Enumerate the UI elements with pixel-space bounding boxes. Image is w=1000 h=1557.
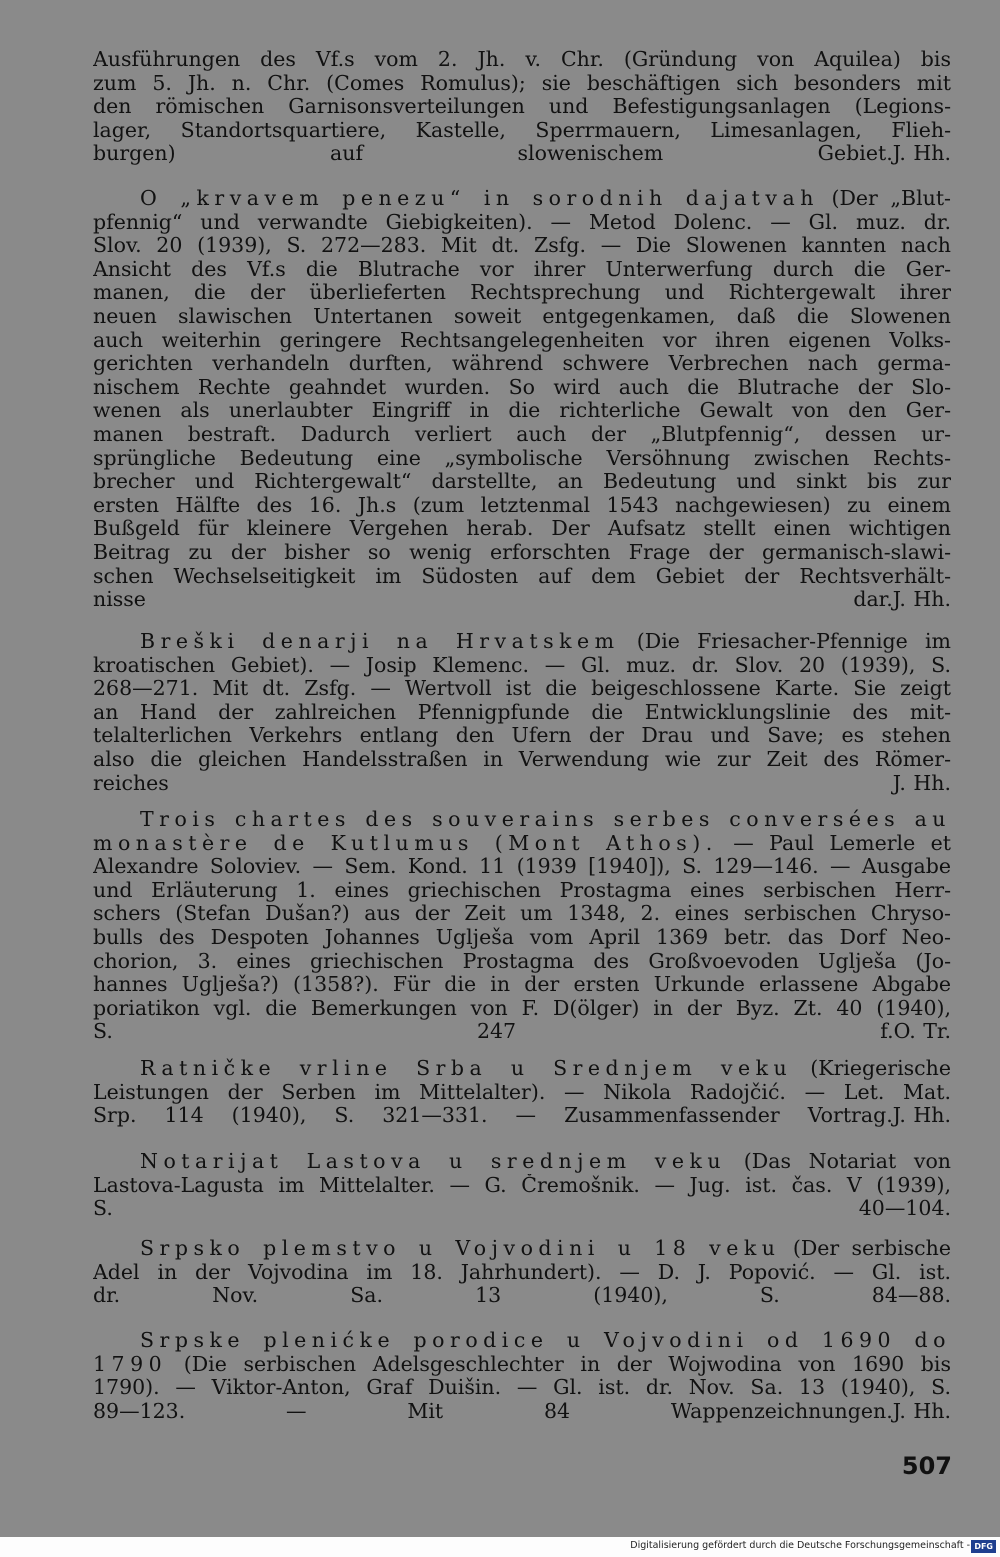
entry-title-line — [93, 1237, 951, 1261]
entry-text-line: also die gleichen Handelsstraßen in Verwendung wie zur Zeit des Römer- — [93, 747, 951, 771]
entry-text-line: schen Wechselseitigkeit im Südosten auf dem Gebiet der Rechtsverhält- — [93, 564, 951, 588]
entry-last-line — [93, 772, 951, 796]
reviewer-signature: J. Hh. — [892, 588, 951, 612]
reviewer-signature: O. Tr. — [893, 1020, 951, 1044]
entry-text-line: Adel in der Vojvodina im 18. Jahrhundert). — D. J. Popović. — Gl. ist. — [93, 1260, 951, 1284]
entry-text-line: Alexandre Soloviev. — Sem. Kond. 11 (1939 [1940]), S. 129—146. — Ausgabe — [93, 855, 951, 879]
entry-text: S. 40—104. — [93, 1197, 951, 1221]
entry-text: reiches — [93, 771, 169, 795]
entry-title: Ratničke vrline Srba u Srednjem veku — [140, 1057, 793, 1080]
entry-text: (Der „Blut- — [818, 187, 951, 210]
entry-text-line: Beitrag zu der bisher so wenig erforschten Frage der germanisch-slawi- — [93, 540, 951, 564]
entry-text-line: hannes Uglješa?) (1358?). Für die in der ersten Urkunde erlassene Abgabe — [93, 973, 951, 997]
entry-text-line: 1790). — Viktor-Anton, Graf Duišin. — Gl. ist. dr. Nov. Sa. 13 (1940), S. — [93, 1376, 951, 1400]
entry-text: (Der serbische — [780, 1237, 951, 1260]
entry-text-line: zum 5. Jh. n. Chr. (Comes Romulus); sie beschäftigen sich besonders mit — [93, 71, 951, 95]
digitization-footer — [0, 1537, 1000, 1557]
entry-title-line — [93, 832, 951, 856]
bibliography-entry — [93, 1329, 951, 1423]
entry-last-line — [93, 1400, 951, 1424]
entry-text: (Die serbischen Adelsgeschlechter in der Wojwodina von 1690 bis — [167, 1352, 951, 1376]
reviewer-signature: J. Hh. — [892, 1399, 951, 1423]
entry-text: (Die Friesacher-Pfennige im — [619, 630, 951, 653]
entry-last-line — [93, 142, 951, 166]
entry-text-line: gerichten verhandeln durften, während schwere Verbrechen nach germa- — [93, 352, 951, 376]
entry-text-line: an Hand der zahlreichen Pfennigpfunde die Entwicklungslinie des mit- — [93, 700, 951, 724]
bibliography-entry — [93, 1057, 951, 1128]
bibliography-entry — [93, 1237, 951, 1308]
entry-text-line: Slov. 20 (1939), S. 272—283. Mit dt. Zsfg. — Die Slowenen kannten nach — [93, 234, 951, 258]
entry-text-line: wenen als unerlaubter Eingriff in die richterliche Gewalt von den Ger- — [93, 399, 951, 423]
footer-credit: Digitalisierung gefördert durch die Deutsche Forschungsgemeinschaft - — [630, 1540, 970, 1551]
entry-text-line: chorion, 3. eines griechischen Prostagma des Großvoevoden Uglješa (Jo- — [93, 949, 951, 973]
entry-text-line: Leistungen der Serben im Mittelalter). — Nikola Radojčić. — Let. Mat. — [93, 1080, 951, 1104]
entry-last-line — [93, 1020, 951, 1044]
entry-text: (Kriegerische — [792, 1057, 951, 1080]
entry-text-line: bulls des Despoten Johannes Uglješa vom April 1369 betr. das Dorf Neo- — [93, 925, 951, 949]
entry-text: (Das Notariat von — [726, 1150, 951, 1173]
entry-title-line — [93, 1150, 951, 1174]
entry-text-line: telalterlichen Verkehrs entlang den Ufern der Drau und Save; es stehen — [93, 724, 951, 748]
entry-title-line — [93, 1057, 951, 1081]
entry-title-line — [93, 187, 951, 211]
entry-text-line: kroatischen Gebiet). — Josip Klemenc. — Gl. muz. dr. Slov. 20 (1939), S. — [93, 653, 951, 677]
entry-text-line: schers (Stefan Dušan?) aus der Zeit um 1348, 2. eines serbischen Chryso- — [93, 902, 951, 926]
reviewer-signature: J. Hh. — [892, 142, 951, 166]
entry-text-line: manen, die der überlieferten Rechtsprechung und Richtergewalt ihrer — [93, 281, 951, 305]
entry-title: Notarijat Lastova u srednjem veku — [140, 1150, 727, 1173]
entry-title: 1790 — [93, 1352, 168, 1376]
entry-text-line: poriatikon vgl. die Bemerkungen von F. D(ölger) in der Byz. Zt. 40 (1940), — [93, 996, 951, 1020]
entry-text-line: sprüngliche Bedeutung eine „symbolische Versöhnung zwischen Rechts- — [93, 446, 951, 470]
entry-text: — Paul Lemerle et — [717, 831, 951, 855]
entry-title-line — [93, 1329, 951, 1353]
bibliography-entry — [93, 48, 951, 166]
entry-last-line — [93, 1104, 951, 1128]
dfg-logo-icon: DFG — [971, 1540, 996, 1553]
entry-text: burgen) auf slowenischem Gebiet. — [93, 142, 893, 166]
entry-text-line: brecher und Richtergewalt“ darstellte, an Bedeutung und sinkt bis zur — [93, 470, 951, 494]
entry-title-line — [93, 808, 951, 832]
entry-title: O „krvavem penezu“ in sorodnih dajatvah — [140, 187, 819, 210]
entry-text-line: auch weiterhin geringere Rechtsangelegenheiten vor ihren eigenen Volks- — [93, 328, 951, 352]
entry-text: dr. Nov. Sa. 13 (1940), S. 84—88. — [93, 1284, 951, 1308]
entry-title: Trois chartes des souverains serbes conversées au — [140, 808, 951, 831]
bibliography-entry — [93, 630, 951, 795]
entry-text-line: Bußgeld für kleinere Vergehen herab. Der Aufsatz stellt einen wichtigen — [93, 517, 951, 541]
reviewer-signature: J. Hh. — [892, 771, 951, 795]
entry-text: nisse dar. — [93, 588, 893, 612]
entry-title: Breški denarji na Hrvatskem — [140, 630, 620, 653]
reviewer-signature: J. Hh. — [892, 1104, 951, 1128]
bibliography-entry — [93, 187, 951, 612]
entry-text-line: nischem Rechte geahndet wurden. So wird auch die Blutrache der Slo- — [93, 375, 951, 399]
entry-text-line: und Erläuterung 1. eines griechischen Prostagma eines serbischen Herr- — [93, 878, 951, 902]
entry-title: Srpske plenićke porodice u Vojvodini od 1690 do — [140, 1329, 951, 1352]
entry-title-line — [93, 1353, 951, 1377]
entry-title: Srpsko plemstvo u Vojvodini u 18 veku — [140, 1237, 781, 1260]
entry-text-line: den römischen Garnisonsverteilungen und Befestigungsanlagen (Legions- — [93, 95, 951, 119]
entry-text-line: Ansicht des Vf.s die Blutrache vor ihrer Unterwerfung durch die Ger- — [93, 257, 951, 281]
entry-last-line — [93, 588, 951, 612]
entry-text-line: neuen slawischen Untertanen soweit entgegenkamen, daß die Slowenen — [93, 304, 951, 328]
entry-text: 89—123. — Mit 84 Wappenzeichnungen. — [93, 1399, 893, 1423]
entry-title: monastère de Kutlumus (Mont Athos). — [93, 831, 718, 855]
entry-text: Srp. 114 (1940), S. 321—331. — Zusammenfassender Vortrag. — [93, 1104, 893, 1128]
entry-text-line: Lastova-Lagusta im Mittelalter. — G. Čremošnik. — Jug. ist. čas. V (1939), — [93, 1173, 951, 1197]
bibliography-entry — [93, 1150, 951, 1221]
entry-last-line — [93, 1284, 951, 1308]
entry-text-line: pfennig“ und verwandte Giebigkeiten). — Metod Dolenc. — Gl. muz. dr. — [93, 210, 951, 234]
entry-text-line: ersten Hälfte des 16. Jh.s (zum letztenmal 1543 nachgewiesen) zu einem — [93, 493, 951, 517]
entry-text-line: Ausführungen des Vf.s vom 2. Jh. v. Chr. (Gründung von Aquilea) bis — [93, 48, 951, 71]
entry-text-line: lager, Standortsquartiere, Kastelle, Sperrmauern, Limesanlagen, Flieh- — [93, 118, 951, 142]
entry-text-line: manen bestraft. Dadurch verliert auch der „Blutpfennig“, dessen ur- — [93, 422, 951, 446]
bibliography-entry — [93, 808, 951, 1044]
entry-title-line — [93, 630, 951, 654]
entry-text-line: 268—271. Mit dt. Zsfg. — Wertvoll ist die beigeschlossene Karte. Sie zeigt — [93, 677, 951, 701]
entry-last-line — [93, 1197, 951, 1221]
entry-text: S. 247 f. — [93, 1020, 894, 1044]
page-number: 507 — [901, 1452, 952, 1480]
